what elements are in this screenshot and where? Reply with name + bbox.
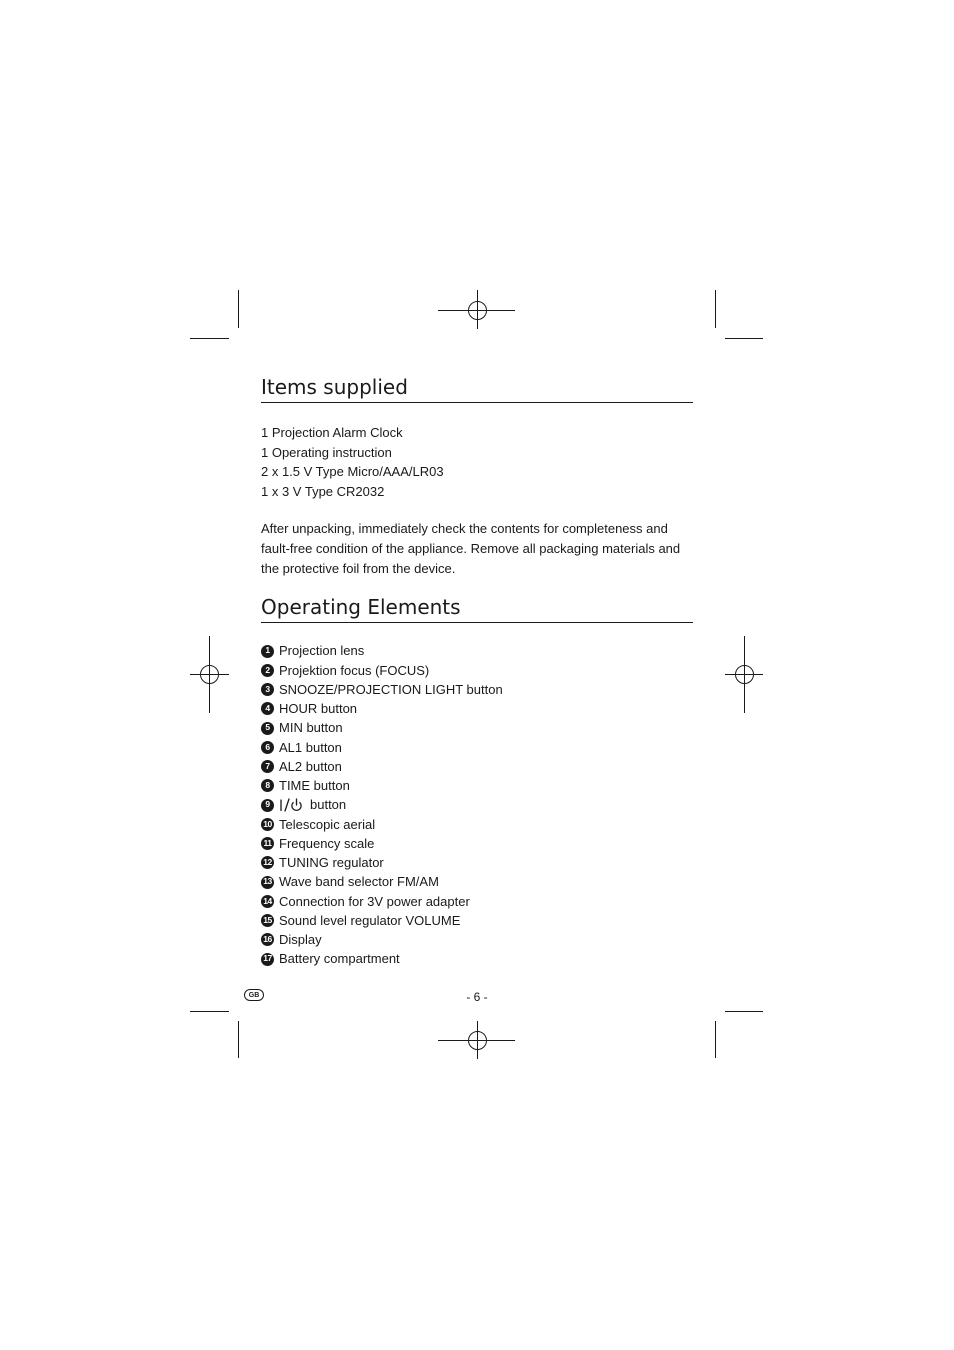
list-item — [261, 949, 693, 968]
number-badge: 4 — [261, 702, 274, 715]
list-item — [261, 892, 693, 911]
page-content — [261, 374, 693, 969]
list-item-label: Projection lens — [279, 643, 365, 659]
list-item-label: Battery compartment — [279, 951, 400, 967]
operating-elements-heading: Operating Elements — [261, 594, 693, 623]
number-badge: 15 — [261, 914, 274, 927]
number-badge: 14 — [261, 895, 274, 908]
number-badge: 2 — [261, 664, 274, 677]
list-item — [261, 795, 693, 814]
items-supplied-list — [261, 423, 693, 501]
number-badge: 16 — [261, 933, 274, 946]
list-item-label: MIN button — [279, 720, 343, 736]
operating-elements-list — [261, 641, 693, 968]
list-item: 2 x 1.5 V Type Micro/AAA/LR03 — [261, 464, 444, 479]
list-item: 1 x 3 V Type CR2032 — [261, 483, 385, 499]
number-badge: 3 — [261, 683, 274, 696]
list-item — [261, 680, 693, 699]
list-item — [261, 699, 693, 718]
number-badge: 10 — [261, 818, 274, 831]
list-item-label: TIME button — [279, 778, 350, 794]
power-on-off-icon — [279, 798, 309, 812]
list-item — [261, 738, 693, 757]
list-item — [261, 661, 693, 680]
number-badge: 11 — [261, 837, 274, 850]
list-item — [261, 776, 693, 795]
list-item — [261, 930, 693, 949]
list-item-label: Display — [279, 932, 322, 948]
number-badge: 6 — [261, 741, 274, 754]
language-badge: GB — [244, 989, 264, 1001]
list-item-label: TUNING regulator — [279, 855, 384, 871]
list-item: 1 Operating instruction — [261, 444, 392, 460]
number-badge: 17 — [261, 953, 274, 966]
list-item-label: button — [310, 797, 347, 813]
number-badge: 12 — [261, 856, 274, 869]
list-item — [261, 853, 693, 872]
list-item-label: Telescopic aerial — [279, 816, 376, 832]
page-number: - 6 - — [466, 990, 488, 1004]
unpacking-paragraph: After unpacking, immediately check the contents for completeness and fault-free condition of the appliance. Remove all packaging materials and the protective foil from the device. — [261, 521, 681, 576]
number-badge: 1 — [261, 645, 274, 658]
list-item — [261, 718, 693, 737]
list-item — [261, 834, 693, 853]
list-item: 1 Projection Alarm Clock — [261, 425, 403, 440]
list-item — [261, 815, 693, 834]
list-item-label: Projektion focus (FOCUS) — [279, 662, 430, 678]
list-item-label: AL2 button — [279, 758, 342, 774]
number-badge: 8 — [261, 779, 274, 792]
list-item — [261, 872, 693, 891]
list-item-label: Wave band selector FM/AM — [279, 874, 439, 890]
list-item — [261, 757, 693, 776]
number-badge: 5 — [261, 722, 274, 735]
number-badge: 7 — [261, 760, 274, 773]
list-item — [261, 911, 693, 930]
list-item — [261, 641, 693, 660]
list-item-label: Sound level regulator VOLUME — [279, 912, 461, 928]
list-item-label: AL1 button — [279, 739, 342, 755]
list-item-label: SNOOZE/PROJECTION LIGHT button — [279, 681, 503, 697]
list-item-label: HOUR button — [279, 701, 358, 717]
list-item-label: Connection for 3V power adapter — [279, 893, 470, 909]
number-badge: 13 — [261, 876, 274, 889]
items-supplied-heading: Items supplied — [261, 374, 693, 403]
number-badge: 9 — [261, 799, 274, 812]
list-item-label: Frequency scale — [279, 835, 375, 851]
